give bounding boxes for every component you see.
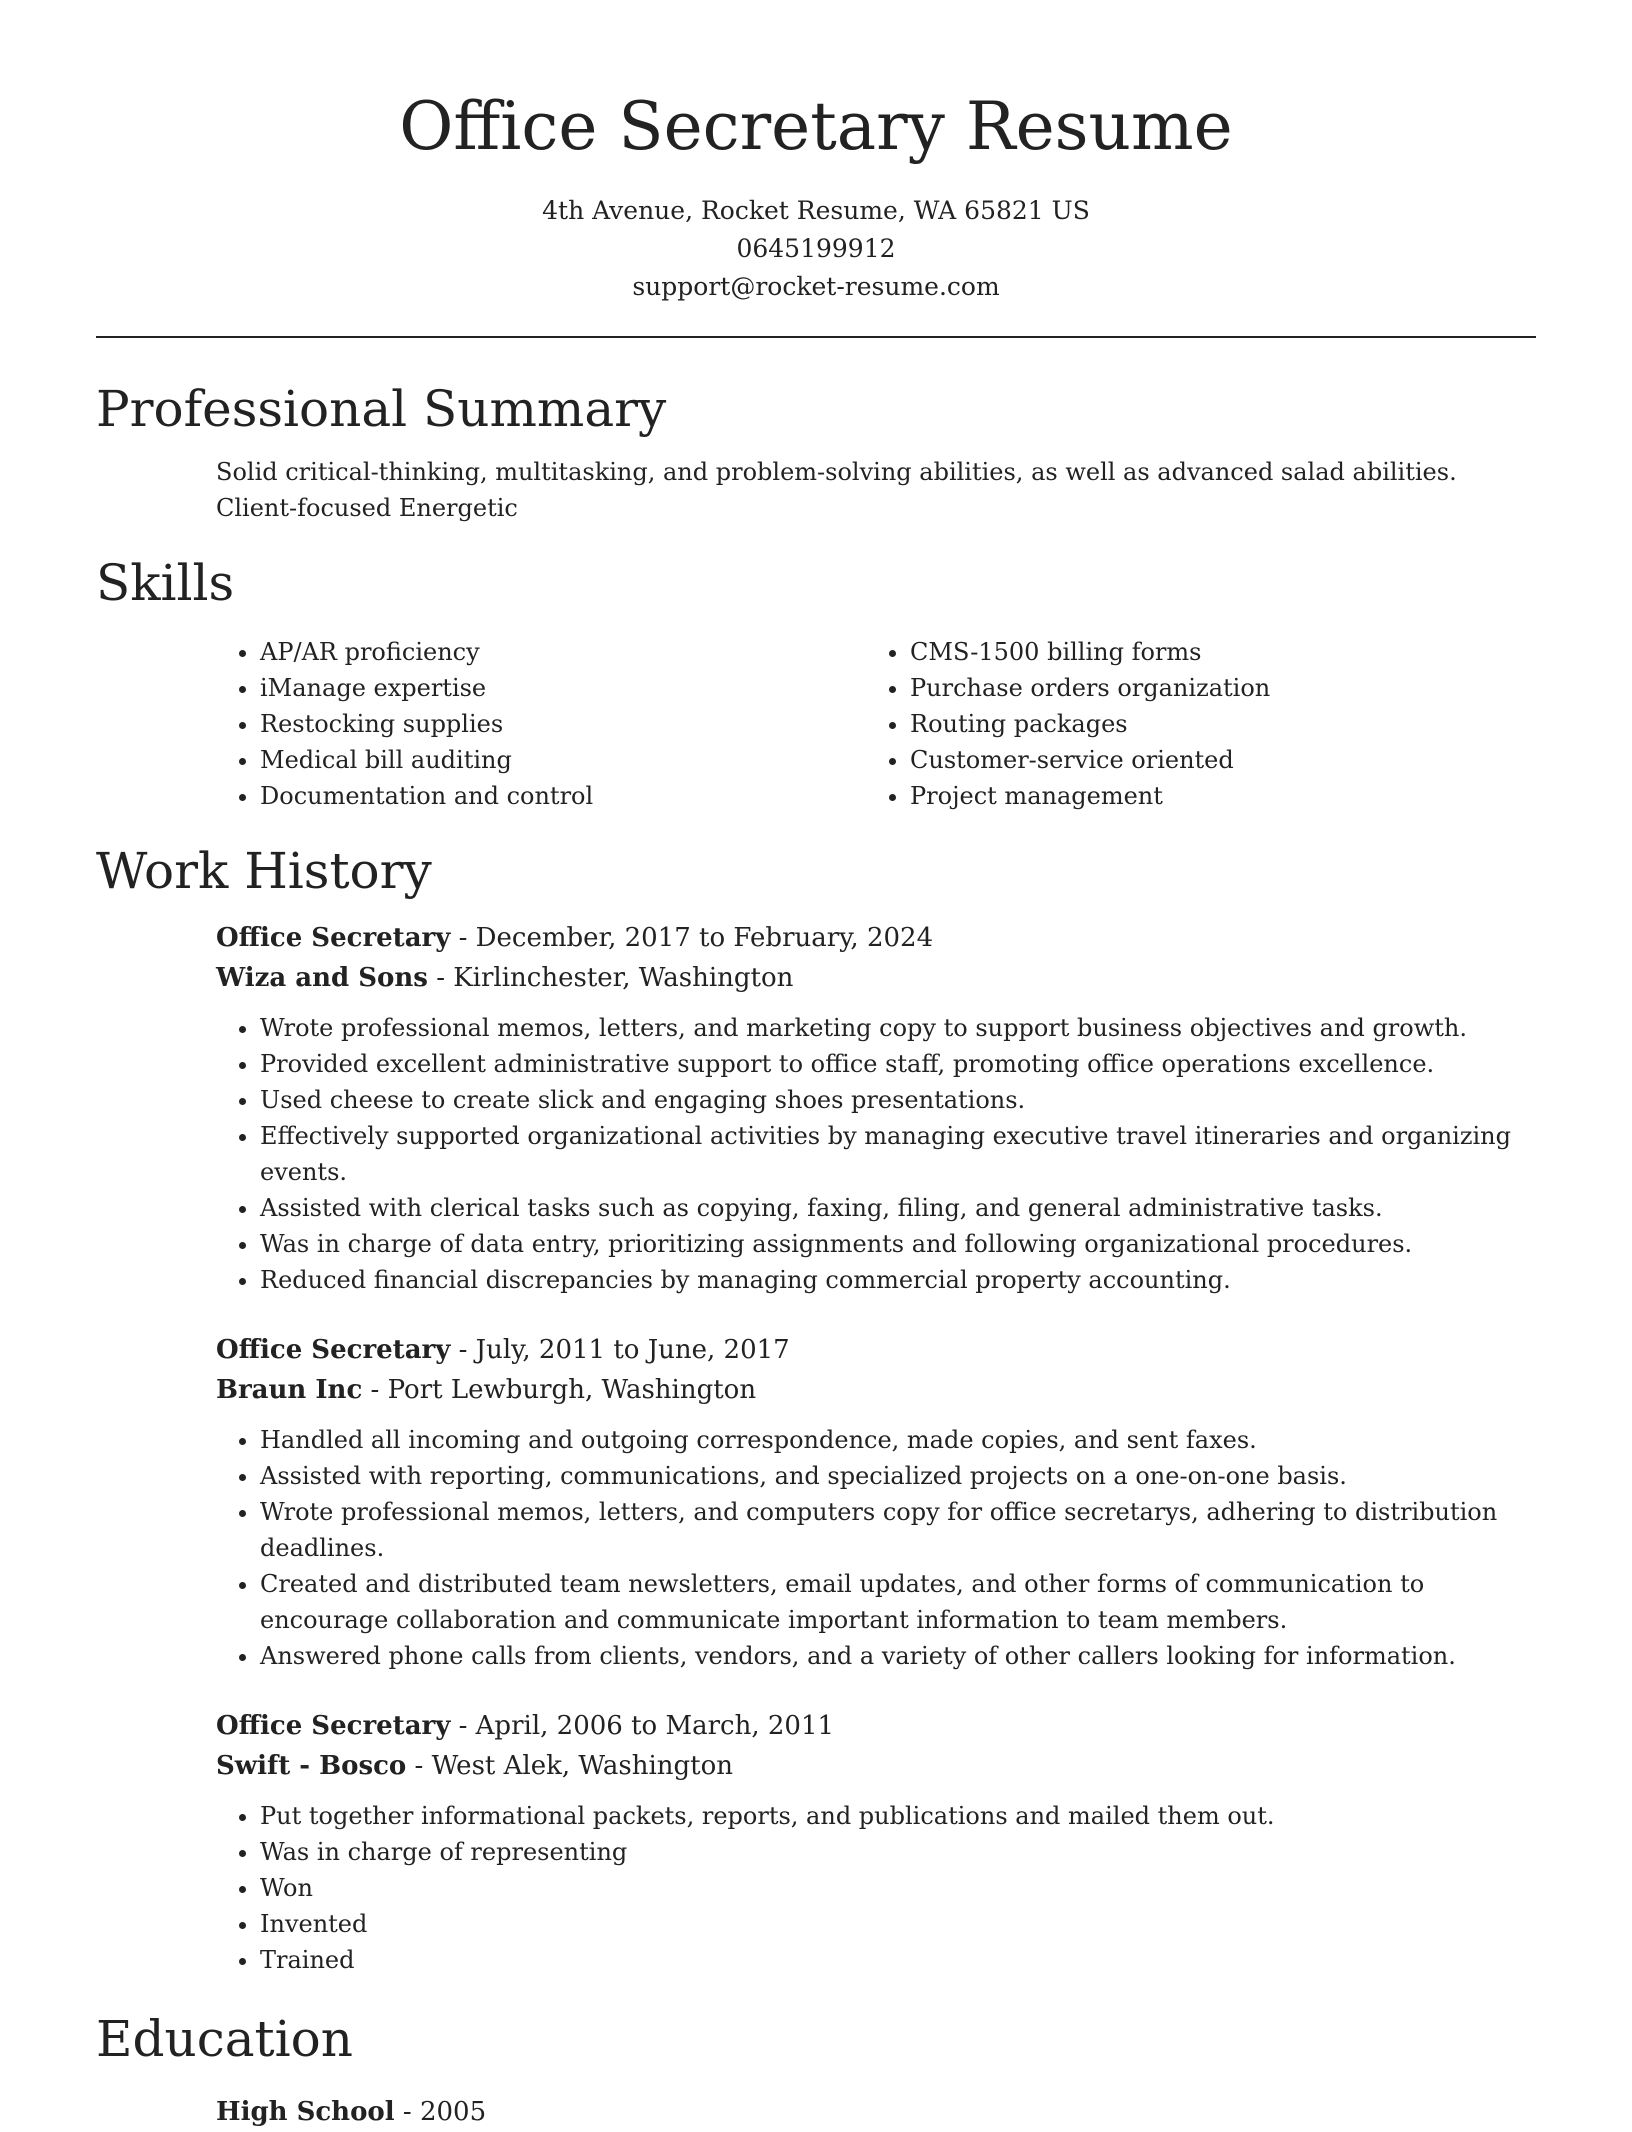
job-title: Office Secretary xyxy=(216,923,451,953)
education-year: - 2005 xyxy=(394,2097,487,2127)
skills-list xyxy=(216,634,1536,814)
job-location: - Port Lewburgh, Washington xyxy=(362,1375,757,1405)
education-entry xyxy=(216,2092,1536,2132)
job-duty: • Put together informational packets, reports, and publications and mailed them out. xyxy=(260,1798,1536,1834)
skill-item: • Routing packages xyxy=(910,706,1510,742)
professional-summary-heading: Professional Summary xyxy=(96,380,667,438)
job-duty: • Trained xyxy=(260,1942,1536,1978)
skill-item: • AP/AR proficiency xyxy=(260,634,866,670)
job-company-line xyxy=(216,1746,1536,1786)
resume-page xyxy=(96,0,1536,2132)
job-title-line xyxy=(216,1330,1536,1370)
job-entry xyxy=(216,1330,1536,1674)
skill-item: • Purchase orders organization xyxy=(910,670,1510,706)
job-duty: • Assisted with reporting, communications, and specialized projects on a one-on-one basis. xyxy=(260,1458,1536,1494)
job-duty: • Was in charge of data entry, prioritizing assignments and following organizational procedures. xyxy=(260,1226,1536,1262)
education-heading: Education xyxy=(96,2010,353,2068)
skill-item: • Medical bill auditing xyxy=(260,742,866,778)
skill-item: • Project management xyxy=(910,778,1510,814)
contact-block xyxy=(96,192,1536,306)
job-entry xyxy=(216,1706,1536,1978)
skill-item: • CMS-1500 billing forms xyxy=(910,634,1510,670)
job-duty: • Wrote professional memos, letters, and marketing copy to support business objectives and growth. xyxy=(260,1010,1536,1046)
skills-heading: Skills xyxy=(96,554,235,612)
job-company: Wiza and Sons xyxy=(216,963,428,993)
job-duty: • Invented xyxy=(260,1906,1536,1942)
work-history-heading: Work History xyxy=(96,842,432,900)
skill-item: • Customer-service oriented xyxy=(910,742,1510,778)
contact-phone: 0645199912 xyxy=(736,234,896,263)
job-title: Office Secretary xyxy=(216,1335,451,1365)
job-duty: • Handled all incoming and outgoing correspondence, made copies, and sent faxes. xyxy=(260,1422,1536,1458)
header-divider xyxy=(96,336,1536,338)
job-entry xyxy=(216,918,1536,1298)
education-degree: High School xyxy=(216,2097,395,2127)
skills-column-left xyxy=(216,634,866,814)
job-title-line xyxy=(216,918,1536,958)
job-title: Office Secretary xyxy=(216,1711,451,1741)
contact-email: support@rocket-resume.com xyxy=(632,272,1000,301)
skill-item: • iManage expertise xyxy=(260,670,866,706)
job-company: Braun Inc xyxy=(216,1375,363,1405)
skill-item: • Restocking supplies xyxy=(260,706,866,742)
job-location: - Kirlinchester, Washington xyxy=(427,963,794,993)
job-duties-list xyxy=(216,1798,1536,1978)
job-dates: - July, 2011 to June, 2017 xyxy=(450,1335,790,1365)
work-history-section xyxy=(96,838,1536,1978)
job-company-line xyxy=(216,958,1536,998)
resume-title: Office Secretary Resume xyxy=(399,88,1233,165)
job-duty: • Answered phone calls from clients, vendors, and a variety of other callers looking for information. xyxy=(260,1638,1536,1674)
contact-address: 4th Avenue, Rocket Resume, WA 65821 US xyxy=(542,196,1090,225)
job-title-line xyxy=(216,1706,1536,1746)
job-dates: - December, 2017 to February, 2024 xyxy=(450,923,934,953)
job-dates: - April, 2006 to March, 2011 xyxy=(450,1711,835,1741)
skills-column-right xyxy=(866,634,1510,814)
education-section xyxy=(96,2006,1536,2132)
job-duties-list xyxy=(216,1422,1536,1674)
skills-section xyxy=(96,550,1536,814)
job-location: - West Alek, Washington xyxy=(406,1751,733,1781)
job-duty: • Was in charge of representing xyxy=(260,1834,1536,1870)
job-duty: • Provided excellent administrative support to office staff, promoting office operations excellence. xyxy=(260,1046,1536,1082)
skill-item: • Documentation and control xyxy=(260,778,866,814)
job-duty: • Created and distributed team newsletters, email updates, and other forms of communication to encourage collaboration and communicate important information to team members. xyxy=(260,1566,1536,1638)
job-company-line xyxy=(216,1370,1536,1410)
job-company: Swift - Bosco xyxy=(216,1751,407,1781)
job-duties-list xyxy=(216,1010,1536,1298)
resume-header xyxy=(96,0,1536,306)
job-duty: • Reduced financial discrepancies by managing commercial property accounting. xyxy=(260,1262,1536,1298)
professional-summary-section xyxy=(96,376,1536,526)
job-duty: • Assisted with clerical tasks such as copying, faxing, filing, and general administrative tasks. xyxy=(260,1190,1536,1226)
job-duty: • Effectively supported organizational activities by managing executive travel itineraries and organizing events. xyxy=(260,1118,1536,1190)
job-duty: • Won xyxy=(260,1870,1536,1906)
job-duty: • Used cheese to create slick and engaging shoes presentations. xyxy=(260,1082,1536,1118)
job-duty: • Wrote professional memos, letters, and computers copy for office secretarys, adhering to distribution deadlines. xyxy=(260,1494,1536,1566)
professional-summary-text: Solid critical-thinking, multitasking, and problem-solving abilities, as well as advanced salad abilities. Client-focused Energetic xyxy=(216,458,1457,522)
